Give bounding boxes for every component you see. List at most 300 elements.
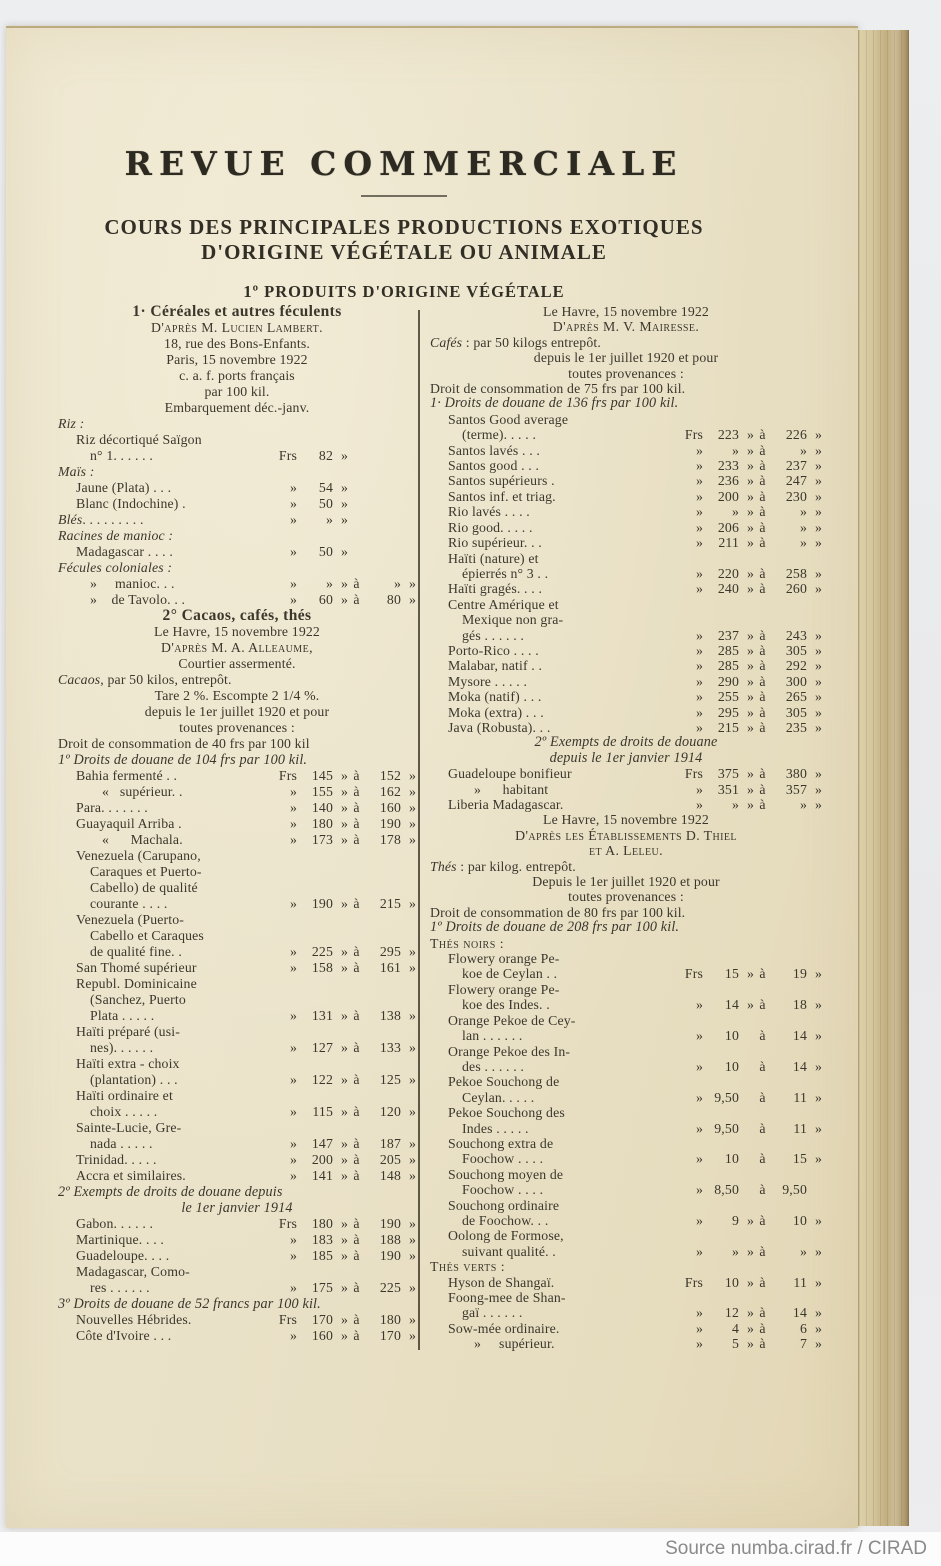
price-col-sep: à — [353, 960, 360, 975]
price-col-v2: 215 — [379, 896, 401, 911]
price-col-u2: » — [408, 768, 416, 783]
price-col-v2: 120 — [379, 1104, 401, 1119]
price-row — [430, 535, 822, 550]
row-label: des . . . . . . — [462, 1058, 525, 1074]
price-col-u2: » — [814, 1243, 822, 1259]
price-col-v2: 15 — [792, 1151, 807, 1167]
price-row — [430, 1213, 822, 1228]
price-col-sep: à — [759, 766, 766, 782]
price-col-u1: » — [746, 1274, 754, 1290]
price-row — [58, 1280, 416, 1296]
price-col-cur: » — [695, 781, 703, 797]
row-label: 2º Exempts de droits de douane — [534, 735, 718, 751]
row-label: Oolong de Formose, — [448, 1228, 564, 1244]
row-label: Souchong ordinaire — [448, 1197, 560, 1213]
price-row — [430, 997, 822, 1012]
price-col-sep: à — [759, 1182, 766, 1198]
row-label: Blés. . . . . . . . . — [58, 512, 144, 527]
price-col-v1: 285 — [717, 642, 739, 658]
text-line — [430, 381, 822, 396]
price-col-v1: » — [731, 797, 739, 812]
row-label: Ceylan. . . . . — [462, 1089, 535, 1105]
price-col-v1: 158 — [311, 960, 333, 975]
row-label: courante . . . . — [90, 896, 168, 911]
price-col-u2: » — [814, 1336, 822, 1352]
text-line — [58, 688, 416, 704]
price-col-u1: » — [746, 519, 754, 535]
price-col-u1: » — [746, 442, 754, 458]
price-col-cur: » — [695, 689, 703, 705]
price-col-v1: 115 — [312, 1104, 333, 1119]
row-label: D'après M. V. Mairesse. — [552, 319, 700, 335]
price-col-cur: » — [695, 673, 703, 689]
price-col-v2: » — [393, 576, 401, 591]
text-line — [58, 384, 416, 400]
row-label: Courtier assermenté. — [178, 656, 296, 671]
row-label: gaï . . . . . . — [462, 1305, 523, 1321]
row-label: Porto-Rico . . . . — [448, 642, 539, 658]
row-label: Santos good . . . — [448, 458, 540, 474]
price-row — [430, 1151, 822, 1166]
row-label: Martinique. . . . — [76, 1232, 164, 1247]
row-label: toutes provenances : — [568, 365, 684, 381]
price-row — [58, 1040, 416, 1056]
price-col-cur: » — [289, 944, 297, 959]
price-col-sep: à — [353, 784, 360, 799]
text-line — [58, 336, 416, 352]
text-line — [430, 874, 822, 889]
text-line — [58, 1024, 416, 1040]
price-col-cur: » — [695, 535, 703, 551]
row-label: D'après les Établissements D. Thiel — [515, 827, 737, 843]
row-label: c. a. f. ports français — [179, 368, 295, 383]
row-label: Santos inf. et triag. — [448, 488, 556, 504]
price-row — [430, 643, 822, 658]
price-row — [430, 797, 822, 812]
book-page — [6, 26, 858, 1528]
price-col-v1: » — [325, 576, 333, 591]
price-col-v2: 178 — [379, 832, 401, 847]
page-header — [6, 144, 802, 302]
price-row — [58, 592, 416, 608]
row-label: » de Tavolo. . . — [90, 592, 186, 607]
price-col-u2: » — [408, 1152, 416, 1167]
text-line — [430, 551, 822, 566]
price-col-cur: » — [695, 997, 703, 1013]
text-line — [58, 1184, 416, 1200]
text-line — [58, 752, 416, 768]
row-label: Souchong moyen de — [448, 1166, 564, 1182]
price-col-v2: » — [799, 442, 807, 458]
row-label: Droit de consommation de 40 frs par 100 kil — [58, 736, 310, 751]
price-col-cur: » — [695, 1120, 703, 1136]
text-line — [58, 1200, 416, 1216]
price-col-sep: à — [759, 704, 766, 720]
price-col-u2: » — [408, 784, 416, 799]
price-col-u2: » — [814, 488, 822, 504]
price-row — [58, 800, 416, 816]
price-row — [58, 496, 416, 512]
price-row — [58, 832, 416, 848]
row-label: Racines de manioc : — [58, 528, 174, 543]
text-line — [430, 304, 822, 319]
price-col-cur: » — [695, 719, 703, 735]
price-col-sep: à — [759, 1212, 766, 1228]
price-col-v1: 190 — [311, 896, 333, 911]
price-col-v2: » — [799, 535, 807, 551]
price-col-v2: 161 — [379, 960, 401, 975]
row-label: Mysore . . . . . — [448, 673, 528, 689]
price-col-cur: Frs — [278, 768, 297, 783]
row-label: Orange Pekoe des In- — [448, 1043, 571, 1059]
price-col-sep: à — [353, 1248, 360, 1263]
price-col-u1: » — [746, 504, 754, 520]
price-col-v1: 236 — [717, 473, 739, 489]
price-col-v1: 60 — [318, 592, 333, 607]
price-col-cur: » — [695, 704, 703, 720]
price-row — [430, 443, 822, 458]
price-col-sep: à — [759, 1274, 766, 1290]
price-col-cur: » — [289, 1104, 297, 1119]
price-col-v1: 9,50 — [714, 1089, 739, 1105]
price-col-v2: 305 — [785, 704, 807, 720]
price-col-v1: 183 — [311, 1232, 333, 1247]
price-col-sep: à — [353, 1232, 360, 1247]
price-col-u2: » — [814, 781, 822, 797]
price-col-v1: » — [731, 442, 739, 458]
price-col-u2: » — [408, 592, 416, 607]
price-col-sep: à — [759, 427, 766, 443]
text-line — [58, 320, 416, 336]
price-col-v2: 133 — [379, 1040, 401, 1055]
row-label: Para. . . . . . . — [76, 800, 148, 815]
price-col-sep: à — [759, 966, 766, 982]
row-label: « supérieur. . — [102, 784, 183, 799]
price-col-u2: » — [814, 689, 822, 705]
price-col-v2: 237 — [785, 458, 807, 474]
price-col-sep: à — [353, 1104, 360, 1119]
row-label: épierrés n° 3 . . — [462, 565, 549, 581]
price-col-v2: » — [799, 1243, 807, 1259]
row-label: Venezuela (Carupano, — [76, 848, 201, 863]
price-col-v2: 18 — [792, 997, 807, 1013]
row-label: res . . . . . . — [90, 1280, 150, 1295]
text-line — [58, 416, 416, 432]
price-col-u1: » — [340, 1040, 348, 1055]
price-col-u2: » — [814, 504, 822, 520]
text-line — [58, 1296, 416, 1312]
row-label: San Thomé supérieur — [76, 960, 197, 975]
price-col-u2: » — [408, 1248, 416, 1263]
price-col-cur: » — [695, 1182, 703, 1198]
price-row — [430, 1059, 822, 1074]
price-col-sep: à — [759, 1305, 766, 1321]
text-line — [58, 432, 416, 448]
price-col-u2: » — [814, 1089, 822, 1105]
price-col-sep: à — [759, 658, 766, 674]
price-col-u1: » — [746, 1243, 754, 1259]
price-col-v2: 11 — [793, 1089, 807, 1105]
price-col-v1: 147 — [311, 1136, 333, 1151]
row-label: Santos supérieurs . — [448, 473, 555, 489]
price-row — [58, 1216, 416, 1232]
text-line — [430, 751, 822, 766]
price-col-v1: 145 — [311, 768, 333, 783]
price-col-sep: à — [759, 1058, 766, 1074]
row-label: koe de Ceylan . . — [462, 966, 558, 982]
price-col-v2: 125 — [379, 1072, 401, 1087]
price-col-u2: » — [408, 576, 416, 591]
price-col-sep: à — [759, 642, 766, 658]
price-row — [430, 427, 822, 442]
price-col-v1: 351 — [717, 781, 739, 797]
price-col-sep: à — [759, 719, 766, 735]
price-col-sep: à — [759, 1243, 766, 1259]
price-col-v1: 295 — [717, 704, 739, 720]
row-label: 1· Droits de douane de 136 frs par 100 kil. — [430, 396, 679, 412]
price-col-cur: Frs — [684, 766, 703, 782]
price-col-v1: 180 — [311, 1216, 333, 1231]
price-row — [430, 1244, 822, 1259]
price-col-u1: » — [340, 816, 348, 831]
price-col-v1: 10 — [724, 1028, 739, 1044]
row-label: 18, rue des Bons-Enfants. — [164, 336, 310, 351]
price-col-v2: 14 — [792, 1058, 807, 1074]
price-col-u2: » — [814, 1120, 822, 1136]
text-line — [58, 464, 416, 480]
price-row — [430, 1321, 822, 1336]
price-col-sep: à — [759, 1320, 766, 1336]
price-col-v2: 11 — [793, 1274, 807, 1290]
price-col-v2: » — [799, 504, 807, 520]
row-label: Riz décortiqué Saïgon — [76, 432, 202, 447]
price-row — [58, 784, 416, 800]
price-row — [430, 1028, 822, 1043]
text-line — [430, 889, 822, 904]
price-col-cur: » — [695, 642, 703, 658]
price-col-u1: » — [340, 544, 348, 559]
price-col-u1: » — [340, 768, 348, 783]
price-col-u1: » — [746, 704, 754, 720]
row-label: » manioc. . . — [90, 576, 175, 591]
price-col-v1: 185 — [311, 1248, 333, 1263]
price-col-u2: » — [814, 1058, 822, 1074]
row-label: par 100 kil. — [204, 384, 270, 399]
row-label: 2° Cacaos, cafés, thés — [162, 608, 312, 624]
price-col-v1: 215 — [717, 719, 739, 735]
price-col-v1: 160 — [311, 1328, 333, 1343]
price-col-u2: » — [814, 997, 822, 1013]
price-col-sep: à — [353, 800, 360, 815]
price-col-u1: » — [746, 797, 754, 812]
row-label: depuis le 1er juillet 1920 et pour — [533, 350, 719, 366]
price-col-cur: » — [695, 1305, 703, 1321]
price-col-u2: » — [408, 1328, 416, 1343]
price-col-cur: » — [289, 1136, 297, 1151]
price-col-cur: » — [289, 1040, 297, 1055]
price-col-u2: » — [408, 1232, 416, 1247]
price-row — [430, 566, 822, 581]
price-col-sep: à — [759, 458, 766, 474]
price-col-v1: 175 — [311, 1280, 333, 1295]
price-col-v1: 50 — [318, 496, 333, 511]
price-col-v2: 357 — [785, 781, 807, 797]
price-row — [430, 520, 822, 535]
row-label: D'après M. Lucien Lambert. — [151, 320, 323, 335]
price-col-sep: à — [759, 1151, 766, 1167]
price-col-cur: » — [289, 512, 297, 527]
price-row — [430, 705, 822, 720]
price-row — [58, 480, 416, 496]
price-col-u2: » — [408, 1072, 416, 1087]
row-label: Cafés : par 50 kilogs entrepôt. — [430, 334, 601, 350]
row-label: Guadeloupe bonifieur — [448, 766, 572, 782]
price-row — [58, 1248, 416, 1264]
text-line — [430, 859, 822, 874]
row-label: Depuis le 1er juillet 1920 et pour — [532, 874, 720, 890]
price-row — [58, 1072, 416, 1088]
price-col-u2: » — [814, 704, 822, 720]
price-col-cur: » — [289, 592, 297, 607]
row-label: de Foochow. . . — [462, 1212, 549, 1228]
price-col-v1: 14 — [724, 997, 739, 1013]
price-col-u2: » — [814, 797, 822, 812]
text-line — [58, 368, 416, 384]
price-col-cur: Frs — [278, 448, 297, 463]
row-label: (terme). . . . . — [462, 427, 537, 443]
price-col-v2: 162 — [379, 784, 401, 799]
text-line — [430, 1167, 822, 1182]
price-row — [430, 720, 822, 735]
text-line — [430, 1013, 822, 1028]
price-col-cur: » — [289, 1280, 297, 1295]
price-row — [58, 1152, 416, 1168]
price-col-u1: » — [746, 689, 754, 705]
row-label: Droit de consommation de 75 frs par 100 kil. — [430, 381, 686, 397]
row-label: Souchong extra de — [448, 1135, 554, 1151]
price-row — [58, 544, 416, 560]
price-col-cur: » — [695, 473, 703, 489]
text-line — [58, 400, 416, 416]
row-label: Fécules coloniales : — [58, 560, 173, 575]
row-label: Republ. Dominicaine — [76, 976, 197, 991]
price-col-u2: » — [408, 1168, 416, 1183]
row-label: (Sanchez, Puerto — [90, 992, 186, 1007]
price-col-cur: » — [695, 658, 703, 674]
price-col-u1: » — [746, 658, 754, 674]
price-col-u2: » — [408, 816, 416, 831]
price-row — [430, 1305, 822, 1320]
row-label: Madagascar, Como- — [76, 1264, 190, 1279]
price-col-u1: » — [746, 966, 754, 982]
row-label: « Machala. — [102, 832, 183, 847]
price-col-v2: 11 — [793, 1120, 807, 1136]
price-col-cur: » — [289, 832, 297, 847]
row-label: Côte d'Ivoire . . . — [76, 1328, 172, 1343]
row-label: Guadeloupe. . . . — [76, 1248, 170, 1263]
price-col-v1: 206 — [717, 519, 739, 535]
price-col-v1: 200 — [311, 1152, 333, 1167]
price-col-cur: » — [695, 488, 703, 504]
price-col-u1: » — [746, 488, 754, 504]
row-label: le 1er janvier 1914 — [181, 1200, 293, 1216]
price-col-cur: » — [695, 1243, 703, 1259]
price-row — [58, 944, 416, 960]
price-col-u2: » — [408, 1136, 416, 1151]
price-col-v1: 50 — [318, 544, 333, 559]
price-col-sep: à — [353, 1136, 360, 1151]
price-col-u2: » — [814, 458, 822, 474]
price-row — [430, 966, 822, 981]
row-label: 2º Exempts de droits de douane depuis — [58, 1184, 283, 1200]
row-label: nes). . . . . . — [90, 1040, 154, 1055]
price-col-u2: » — [408, 800, 416, 815]
price-col-u1: » — [340, 496, 348, 511]
price-col-sep: à — [353, 1280, 360, 1295]
price-col-sep: à — [353, 944, 360, 959]
text-line — [58, 1056, 416, 1072]
price-col-sep: à — [759, 519, 766, 535]
price-col-v1: 141 — [311, 1168, 333, 1183]
row-label: Blanc (Indochine) . — [76, 496, 186, 511]
row-label: Cabello et Caraques — [90, 928, 204, 943]
price-col-v2: 235 — [785, 719, 807, 735]
text-line — [58, 528, 416, 544]
text-line — [430, 920, 822, 935]
price-col-sep: à — [353, 832, 360, 847]
price-col-u1: » — [746, 1336, 754, 1352]
price-col-cur: » — [289, 800, 297, 815]
row-label: Sow-mée ordinaire. — [448, 1320, 560, 1336]
price-row — [430, 458, 822, 473]
price-row — [430, 504, 822, 519]
price-col-sep: à — [759, 473, 766, 489]
price-col-cur: » — [289, 1008, 297, 1023]
price-col-cur: » — [695, 1336, 703, 1352]
price-col-u1: » — [340, 1072, 348, 1087]
price-row — [430, 766, 822, 781]
row-label: Madagascar . . . . — [76, 544, 173, 559]
text-line — [430, 1228, 822, 1243]
page-subtitle — [6, 215, 802, 265]
price-col-u1: » — [340, 1136, 348, 1151]
price-col-v2: 138 — [379, 1008, 401, 1023]
price-col-cur: » — [695, 519, 703, 535]
price-col-cur: » — [289, 480, 297, 495]
row-label: Sainte-Lucie, Gre- — [76, 1120, 182, 1135]
price-col-cur: » — [289, 1248, 297, 1263]
price-col-v1: 4 — [731, 1320, 739, 1336]
price-row — [430, 782, 822, 797]
price-col-sep: à — [759, 673, 766, 689]
price-col-u2: » — [814, 966, 822, 982]
row-label: Pekoe Souchong de — [448, 1074, 560, 1090]
price-row — [58, 1104, 416, 1120]
price-col-v1: 140 — [311, 800, 333, 815]
price-col-u2: » — [814, 766, 822, 782]
text-line — [58, 656, 416, 672]
price-row — [58, 576, 416, 592]
price-row — [58, 816, 416, 832]
row-label: Santos lavés . . . — [448, 442, 540, 458]
price-col-u1: » — [746, 565, 754, 581]
row-label: D'après M. A. Alleaume, — [161, 640, 313, 655]
price-col-sep: à — [759, 488, 766, 504]
price-col-v2: 260 — [785, 581, 807, 597]
price-col-sep: à — [759, 781, 766, 797]
price-col-sep: à — [759, 797, 766, 812]
price-col-cur: Frs — [278, 1216, 297, 1231]
